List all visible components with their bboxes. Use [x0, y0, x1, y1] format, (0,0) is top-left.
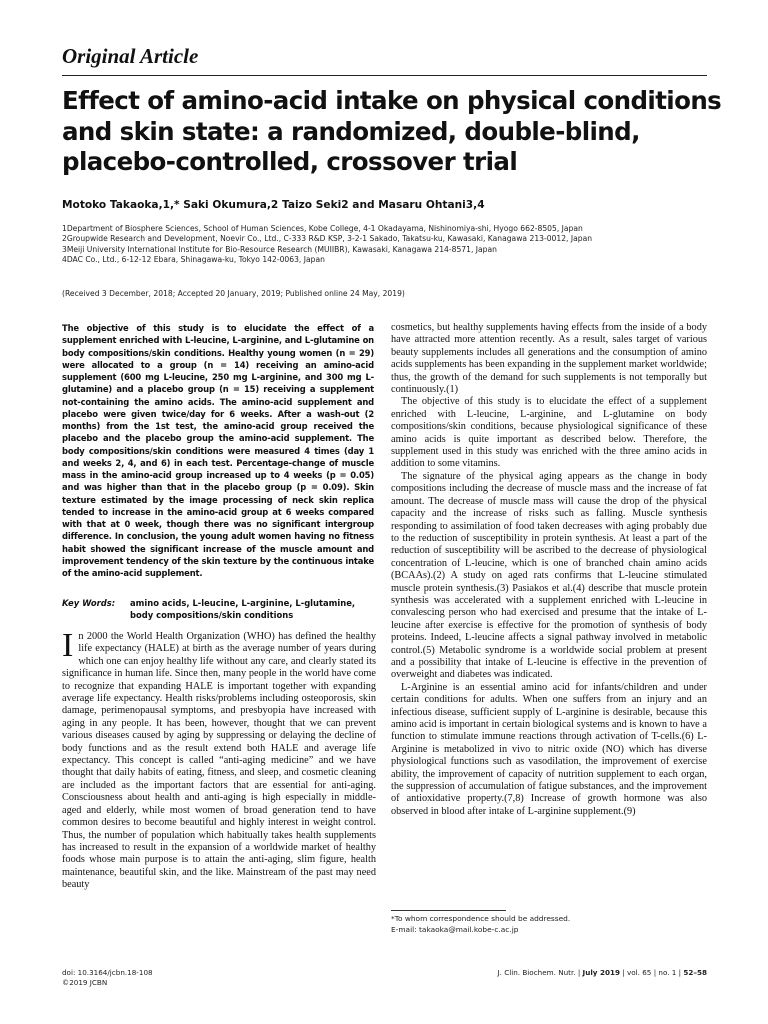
publication-dates: (Received 3 December, 2018; Accepted 20 January, 2019; Published online 24 May, 2019)	[62, 289, 405, 298]
paragraph-arginine: L-Arginine is an essential amino acid for infants/children and under certain conditions for adults. When one suffers from an injury and an infectious disease, sufficient supply of L-arginine is desirable, because this amino acid is important in certain biological systems and is known to have a function to stimulate immune reactions through activation of T-cells.(6) L-Arginine is metabolized in vivo to nitric oxide (NO) which has diverse physiological functions such as vasodilation, the improvement of exercise ability, the improvement of capacity of nutrition supplement to each organ, the suppression of accumulation of fatigue substances, and the improvement of antioxidative property.(7,8) Increase of growth hormone was also observed in blood after intake of L-arginine supplement.(9)	[391, 681, 707, 817]
intro-right-column	[391, 322, 707, 818]
footer-left	[62, 968, 153, 987]
paragraph-leucine: The signature of the physical aging appears as the change in body compositions including the decrease of muscle mass and the increase of fat amount. The decrease of muscle mass will cause the drop of the physical capacity and the increase of risks such as falling. Muscle synthesis responding to assimilation of food taken decreases with aging probably due to the reduction of susceptibility in protein synthesis. At least a part of the reduction of susceptibility will be ascribed to the decrease of physiological concentration of L-leucine, which is one of branched chain amino acids (BCAAs).(2) A study on aged rats confirms that L-leucine stimulated muscle protein synthesis.(3) Pasiakos et al.(4) describe that muscle protein synthesis was accelerated with a supplement enriched with L-leucine in convalescing person who had exercised and presume that the intake of L-leucine after exercise is effective for the promotion of synthesis of body proteins. Indeed, L-leucine affects a signal pathway involved in metabolic control.(5) Metabolic syndrome is a worldwide social problem at present and a possibility that intake of L-leucine is effective in the prevention of overweight and diabetes was indicated.	[391, 470, 707, 681]
footer-citation: J. Clin. Biochem. Nutr. | July 2019 | vol. 65 | no. 1 | 52–58	[497, 968, 707, 977]
affiliation-1: 1Department of Biosphere Sciences, School of Human Sciences, Kobe College, 4-1 Okadayama, Nishinomiya-shi, Hyogo 662-8505, Japan	[62, 224, 583, 233]
footer-number: no. 1	[658, 968, 677, 977]
author-list: Motoko Takaoka,1,* Saki Okumura,2 Taizo Seki2 and Masaru Ohtani3,4	[62, 199, 485, 211]
paragraph-objective: The objective of this study is to elucidate the effect of a supplement enriched with L-leucine, L-arginine, and L-glutamine on body compositions/skin conditions, because physiological significance of these amino acids is quite important as described below. Therefore, the supplement used in this study was enriched with the three amino acids in addition to some vitamins.	[391, 396, 707, 470]
keywords-block	[62, 597, 374, 621]
article-title: Effect of amino-acid intake on physical conditions and skin state: a randomized, double-blind, placebo-controlled, crossover trial	[62, 86, 722, 176]
intro-text: n 2000 the World Health Organization (WHO) has defined the healthy life expectancy (HALE) at birth as the average number of years during which one can enjoy healthy life without any care, and clearly stated its significance in human life. Since then, many people in the world have come to recognize that expanding HALE is important together with expanding average life expectancy. Health risks/problems including osteoporosis, skin damage, perimenopausal symptoms, and presbyopia have increased with aging in any people. It has been, however, thought that we can prevent various diseases caused by aging by suppressing or delaying the decline of body functions and as the result extend both HALE and average life expectancy. This concept is called “anti-aging medicine” and we have thought that daily habits of eating, fitness, and sleep, and cosmetic cleaning are included as the important factors that are essential for anti-aging. Consciousness about health and anti-aging is high especially in middle-aged and elderly, while most women of broad generation tend to have common desires to become beautiful and highly interest in weight control. Thus, the number of population which habitually takes health supplements has increased to result in the expansion of a worldwide market of healthy foods whose main purpose is to attain the anti-aging, slim figure, health maintenance, beautiful skin, and the like. Mainstream of the past may need beauty	[62, 631, 376, 891]
header-divider	[62, 75, 707, 76]
footer-doi: doi: 10.3164/jcbn.18-108	[62, 968, 153, 977]
footnote-divider	[391, 910, 506, 911]
footnote-email: E-mail: takaoka@mail.kobe-c.ac.jp	[391, 925, 519, 934]
article-type-label: Original Article	[62, 44, 199, 68]
paragraph-continued: cosmetics, but healthy supplements having effects from the inside of a body have attracted more attention recently. As a result, sales target of various beauty supplements includes all generations and the consumption of amino acids supplements has been expanding in the supplement market worldwide; thus, the growth of the demand for such supplements is not temporally but continuously.(1)	[391, 322, 707, 396]
footer-copyright: ©2019 JCBN	[62, 977, 108, 987]
footer-issue-date: July 2019	[582, 968, 620, 977]
affiliation-4: 4DAC Co., Ltd., 6-12-12 Ebara, Shinagawa-ku, Tokyo 142-0063, Japan	[62, 255, 325, 265]
footer-journal: J. Clin. Biochem. Nutr.	[497, 968, 576, 977]
keywords-label: Key Words:	[62, 598, 116, 608]
intro-dropcap: I	[62, 627, 74, 664]
affiliation-2: 2Groupwide Research and Development, Noevir Co., Ltd., C-333 R&D KSP, 3-2-1 Sakado, Takatsu-ku, Kawasaki, Kanagawa 213-0012, Japan	[62, 234, 593, 244]
intro-left-column	[62, 627, 376, 892]
correspondence-footnote	[391, 913, 707, 935]
affiliation-list	[62, 224, 712, 266]
footer-volume: vol. 65	[627, 968, 652, 977]
affiliation-3: 3Meiji University International Institute for Bio-Resource Research (MUIIBR), Kawasaki, Kanagawa 214-8571, Japan	[62, 244, 497, 254]
footer-pages: 52–58	[683, 968, 707, 977]
keywords-text: amino acids, L-leucine, L-arginine, L-glutamine, body compositions/skin conditions	[130, 598, 356, 620]
abstract: The objective of this study is to elucidate the effect of a supplement enriched with L-leucine, L-arginine, and L-glutamine on body compositions/skin conditions. Healthy young women (n = 29) were allocated to a group (n = 14) receiving an amino-acid supplement (600 mg L-leucine, 250 mg L-arginine, and 300 mg L-glutamine) and a placebo group (n = 15) receiving a supplement not-containing the amino acids. The amino-acid supplement and placebo were given twice/day for 6 weeks. After a wash-out (2 months) from the 1st test, the amino-acid group received the placebo and the placebo group the amino-acid supplement. The body compositions/skin conditions were measured 4 times (day 1 and weeks 2, 4, and 6) in each test. Percentage-change of muscle mass in the amino-acid group increased up to 4 weeks (p = 0.05) and was higher than that in the placebo group (p = 0.09). Skin texture estimated by the image processing of neck skin replica tended to increase in the amino-acid group at 6 weeks compared with that at 0 week, though there was no significant intergroup difference. In conclusion, the young adult women having no fitness habit showed the significant increase of the muscle amount and improvement tendency of the skin texture by the continuous intake of the amino-acid supplement.	[62, 323, 374, 578]
footnote-correspondence: *To whom correspondence should be addressed.	[391, 914, 571, 923]
